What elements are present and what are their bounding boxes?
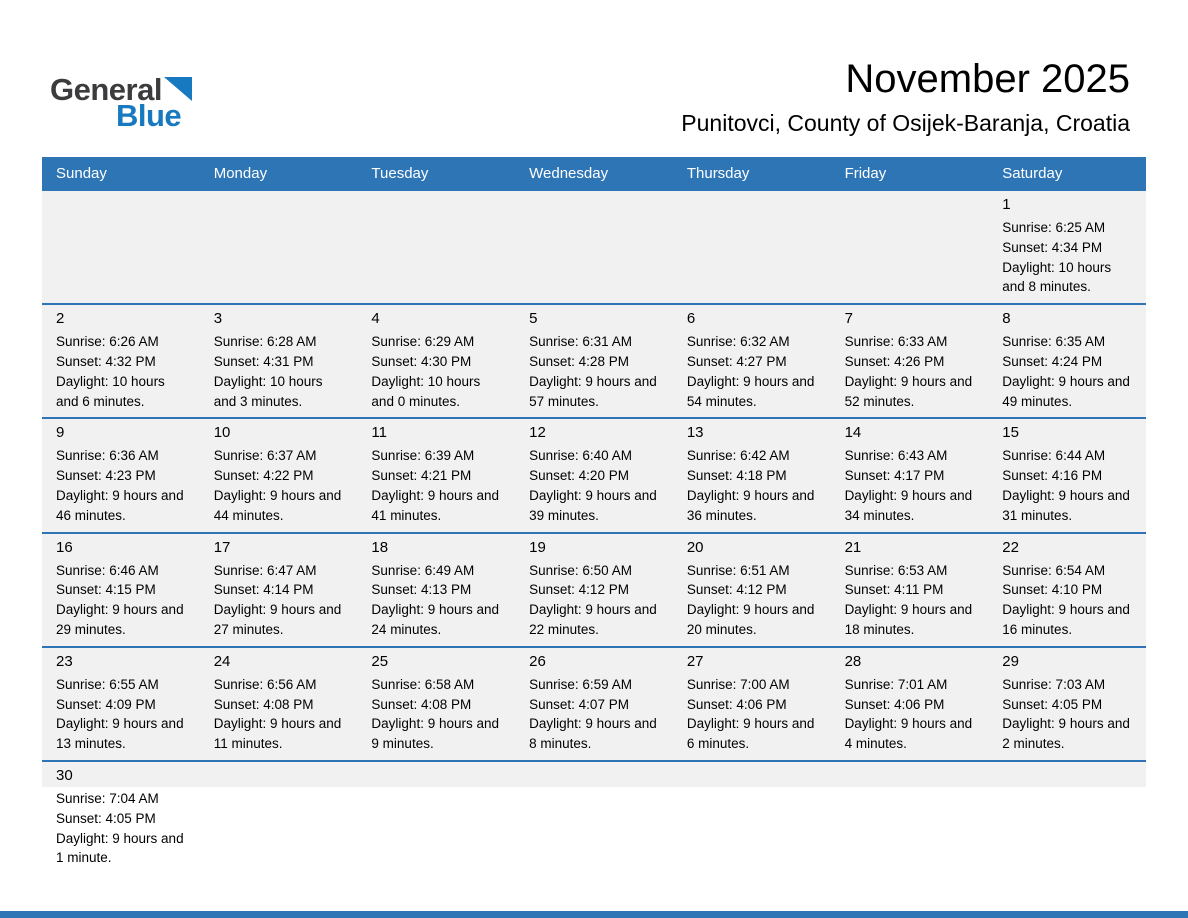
day-cell-23 [42, 648, 200, 760]
daylight-text: Daylight: 9 hours and 41 minutes. [371, 487, 499, 523]
day-cell-29 [988, 648, 1146, 760]
sunset-text: Sunset: 4:22 PM [213, 468, 314, 484]
day-cell-15 [988, 419, 1146, 531]
sunrise-text: Sunrise: 6:36 AM [56, 448, 159, 464]
sunset-text: Sunset: 4:32 PM [56, 353, 156, 369]
calendar-grid [42, 189, 1146, 874]
sunrise-text: Sunrise: 6:46 AM [56, 562, 159, 578]
day-cell-19 [515, 534, 673, 646]
sunset-text: Sunset: 4:16 PM [1002, 468, 1103, 484]
sunset-text: Sunset: 4:23 PM [56, 468, 156, 484]
daylight-text: Daylight: 9 hours and 54 minutes. [686, 373, 815, 409]
sunrise-text: Sunrise: 7:01 AM [844, 676, 948, 692]
day-number: 10 [213, 424, 231, 442]
month-title: November 2025 [845, 57, 1130, 101]
day-cell-11 [357, 419, 515, 531]
sunrise-text: Sunrise: 7:04 AM [56, 790, 159, 806]
daylight-text: Daylight: 9 hours and 11 minutes. [213, 716, 342, 752]
daylight-text: Daylight: 9 hours and 52 minutes. [844, 373, 973, 409]
sunrise-text: Sunrise: 6:47 AM [213, 562, 317, 578]
week-row-4 [42, 532, 1146, 646]
sunrise-text: Sunrise: 6:56 AM [213, 676, 317, 692]
logo-text-blue: Blue [116, 98, 182, 133]
sunset-text: Sunset: 4:18 PM [686, 468, 787, 484]
sunset-text: Sunset: 4:12 PM [529, 582, 629, 598]
sunrise-text: Sunrise: 6:59 AM [529, 676, 632, 692]
weekday-thursday: Thursday [686, 164, 750, 182]
day-cell-empty [200, 191, 358, 303]
daylight-text: Daylight: 9 hours and 46 minutes. [56, 487, 184, 523]
sunrise-text: Sunrise: 6:44 AM [1002, 448, 1106, 464]
day-number: 24 [213, 652, 231, 670]
sunrise-text: Sunrise: 6:51 AM [686, 562, 790, 578]
day-cell-1 [988, 191, 1146, 303]
day-cell-3 [200, 305, 358, 417]
sunrise-text: Sunrise: 6:55 AM [56, 676, 159, 692]
day-number: 25 [371, 652, 389, 670]
daylight-text: Daylight: 9 hours and 20 minutes. [686, 602, 815, 637]
day-number: 17 [213, 538, 231, 556]
day-number: 30 [56, 766, 73, 784]
day-cell-21 [831, 534, 989, 646]
day-cell-24 [200, 648, 358, 760]
daylight-text: Daylight: 9 hours and 1 minute. [56, 830, 184, 866]
daylight-text: Daylight: 10 hours and 0 minutes. [371, 373, 481, 409]
daylight-text: Daylight: 9 hours and 36 minutes. [686, 487, 815, 523]
day-number: 26 [529, 652, 546, 670]
sunset-text: Sunset: 4:08 PM [371, 696, 472, 712]
day-cell-22 [988, 534, 1146, 646]
day-number: 4 [371, 310, 380, 328]
daylight-text: Daylight: 9 hours and 34 minutes. [844, 487, 973, 523]
day-number: 11 [371, 424, 387, 442]
daylight-text: Daylight: 9 hours and 24 minutes. [371, 602, 499, 637]
sunrise-text: Sunrise: 7:00 AM [686, 676, 790, 692]
sunset-text: Sunset: 4:06 PM [844, 696, 945, 712]
day-number: 18 [371, 538, 389, 556]
sunset-text: Sunset: 4:07 PM [529, 696, 629, 712]
day-number: 19 [529, 538, 546, 556]
sunrise-text: Sunrise: 6:25 AM [1002, 220, 1106, 235]
sunset-text: Sunset: 4:24 PM [1002, 353, 1103, 369]
day-cell-empty [831, 191, 989, 303]
sunset-text: Sunset: 4:05 PM [1002, 696, 1103, 712]
weekday-saturday: Saturday [1002, 164, 1063, 182]
footer-accent-bar [0, 911, 1188, 918]
day-cell-empty [200, 762, 358, 874]
week-row-2 [42, 303, 1146, 417]
day-cell-empty [673, 191, 831, 303]
daylight-text: Daylight: 9 hours and 31 minutes. [1002, 487, 1130, 523]
sunset-text: Sunset: 4:34 PM [1002, 239, 1103, 255]
sunset-text: Sunset: 4:17 PM [844, 468, 945, 484]
daylight-text: Daylight: 9 hours and 2 minutes. [1002, 716, 1130, 752]
day-cell-empty [831, 762, 989, 874]
day-cell-28 [831, 648, 989, 760]
day-cell-18 [357, 534, 515, 646]
sunrise-text: Sunrise: 6:54 AM [1002, 562, 1106, 578]
day-number: 21 [844, 538, 862, 556]
day-cell-5 [515, 305, 673, 417]
day-cell-26 [515, 648, 673, 760]
daylight-text: Daylight: 9 hours and 4 minutes. [844, 716, 973, 752]
location-subtitle: Punitovci, County of Osijek-Baranja, Croatia [681, 110, 1130, 136]
day-number: 5 [529, 310, 538, 328]
sunrise-text: Sunrise: 6:35 AM [1002, 334, 1106, 350]
day-cell-30 [42, 762, 200, 874]
sunrise-text: Sunrise: 6:58 AM [371, 676, 475, 692]
day-number: 9 [56, 424, 65, 442]
daylight-text: Daylight: 9 hours and 29 minutes. [56, 602, 184, 637]
day-number: 13 [686, 424, 704, 442]
daylight-text: Daylight: 9 hours and 27 minutes. [213, 602, 342, 637]
weekday-friday: Friday [844, 164, 887, 182]
sunrise-text: Sunrise: 6:31 AM [529, 334, 632, 350]
calendar-table [42, 157, 1146, 874]
day-cell-14 [831, 419, 989, 531]
week-row-3 [42, 417, 1146, 531]
day-cell-empty [988, 762, 1146, 874]
weekday-sunday: Sunday [56, 164, 107, 182]
sunset-text: Sunset: 4:11 PM [844, 582, 944, 598]
sunset-text: Sunset: 4:21 PM [371, 468, 472, 484]
day-cell-6 [673, 305, 831, 417]
day-cell-2 [42, 305, 200, 417]
daylight-text: Daylight: 10 hours and 8 minutes. [1002, 259, 1112, 295]
day-cell-empty [515, 191, 673, 303]
daylight-text: Daylight: 9 hours and 18 minutes. [844, 602, 973, 637]
day-number: 8 [1002, 310, 1011, 328]
sunset-text: Sunset: 4:10 PM [1002, 582, 1103, 598]
day-number: 7 [844, 310, 853, 328]
sunrise-text: Sunrise: 6:33 AM [844, 334, 948, 350]
sunrise-text: Sunrise: 6:39 AM [371, 448, 475, 464]
sunset-text: Sunset: 4:20 PM [529, 468, 629, 484]
daylight-text: Daylight: 9 hours and 39 minutes. [529, 487, 657, 523]
day-number: 12 [529, 424, 546, 442]
daylight-text: Daylight: 9 hours and 49 minutes. [1002, 373, 1130, 409]
week-row-6 [42, 760, 1146, 874]
day-number: 20 [686, 538, 704, 556]
day-cell-7 [831, 305, 989, 417]
day-cell-empty [515, 762, 673, 874]
day-cell-12 [515, 419, 673, 531]
sunset-text: Sunset: 4:09 PM [56, 696, 156, 712]
day-cell-20 [673, 534, 831, 646]
day-number: 6 [686, 310, 696, 328]
sunrise-text: Sunrise: 6:50 AM [529, 562, 632, 578]
day-cell-empty [357, 762, 515, 874]
day-cell-16 [42, 534, 200, 646]
week-row-5 [42, 646, 1146, 760]
daylight-text: Daylight: 9 hours and 57 minutes. [529, 373, 657, 409]
day-cell-empty [42, 191, 200, 303]
sunrise-text: Sunrise: 6:29 AM [371, 334, 475, 350]
day-number: 14 [844, 424, 862, 442]
day-number: 3 [213, 310, 223, 328]
sunset-text: Sunset: 4:26 PM [844, 353, 945, 369]
day-cell-27 [673, 648, 831, 760]
day-cell-4 [357, 305, 515, 417]
day-number: 23 [56, 652, 73, 670]
sunset-text: Sunset: 4:30 PM [371, 353, 472, 369]
sunset-text: Sunset: 4:12 PM [686, 582, 787, 598]
sunset-text: Sunset: 4:31 PM [213, 353, 314, 369]
sunrise-text: Sunrise: 7:03 AM [1002, 676, 1106, 692]
sunrise-text: Sunrise: 6:53 AM [844, 562, 948, 578]
weekday-monday: Monday [213, 164, 268, 182]
sunrise-text: Sunrise: 6:49 AM [371, 562, 475, 578]
sunset-text: Sunset: 4:08 PM [213, 696, 314, 712]
sunset-text: Sunset: 4:28 PM [529, 353, 629, 369]
day-cell-9 [42, 419, 200, 531]
sunrise-text: Sunrise: 6:32 AM [686, 334, 790, 350]
sunrise-text: Sunrise: 6:28 AM [213, 334, 317, 350]
logo-text-general: General [50, 72, 162, 107]
daylight-text: Daylight: 10 hours and 3 minutes. [213, 373, 323, 409]
day-number: 27 [686, 652, 704, 670]
sunrise-text: Sunrise: 6:40 AM [529, 448, 632, 464]
sunrise-text: Sunrise: 6:42 AM [686, 448, 790, 464]
sunset-text: Sunset: 4:27 PM [686, 353, 787, 369]
sunset-text: Sunset: 4:14 PM [213, 582, 314, 598]
day-number: 29 [1002, 652, 1019, 670]
title-block [681, 56, 1130, 137]
weekday-tuesday: Tuesday [371, 164, 429, 182]
weekday-header-row [42, 157, 1146, 189]
sunrise-text: Sunrise: 6:43 AM [844, 448, 948, 464]
day-cell-empty [357, 191, 515, 303]
day-number: 28 [844, 652, 862, 670]
sunset-text: Sunset: 4:15 PM [56, 582, 156, 598]
daylight-text: Daylight: 9 hours and 44 minutes. [213, 487, 342, 523]
sunset-text: Sunset: 4:05 PM [56, 810, 156, 826]
day-number: 2 [56, 310, 65, 328]
daylight-text: Daylight: 10 hours and 6 minutes. [56, 373, 165, 409]
day-cell-17 [200, 534, 358, 646]
day-cell-empty [673, 762, 831, 874]
daylight-text: Daylight: 9 hours and 9 minutes. [371, 716, 499, 752]
day-cell-13 [673, 419, 831, 531]
day-cell-8 [988, 305, 1146, 417]
day-cell-10 [200, 419, 358, 531]
daylight-text: Daylight: 9 hours and 8 minutes. [529, 716, 657, 752]
daylight-text: Daylight: 9 hours and 22 minutes. [529, 602, 657, 637]
day-number: 15 [1002, 424, 1019, 442]
daylight-text: Daylight: 9 hours and 13 minutes. [56, 716, 184, 752]
daylight-text: Daylight: 9 hours and 16 minutes. [1002, 602, 1130, 637]
sunset-text: Sunset: 4:06 PM [686, 696, 787, 712]
day-number: 22 [1002, 538, 1019, 556]
week-row-1 [42, 189, 1146, 303]
day-number: 1 [1002, 196, 1011, 213]
general-blue-logo [50, 74, 192, 131]
day-number: 16 [56, 538, 73, 556]
sunrise-text: Sunrise: 6:26 AM [56, 334, 159, 350]
sunset-text: Sunset: 4:13 PM [371, 582, 472, 598]
day-cell-25 [357, 648, 515, 760]
daylight-text: Daylight: 9 hours and 6 minutes. [686, 716, 815, 752]
sunrise-text: Sunrise: 6:37 AM [213, 448, 317, 464]
weekday-wednesday: Wednesday [529, 164, 609, 182]
